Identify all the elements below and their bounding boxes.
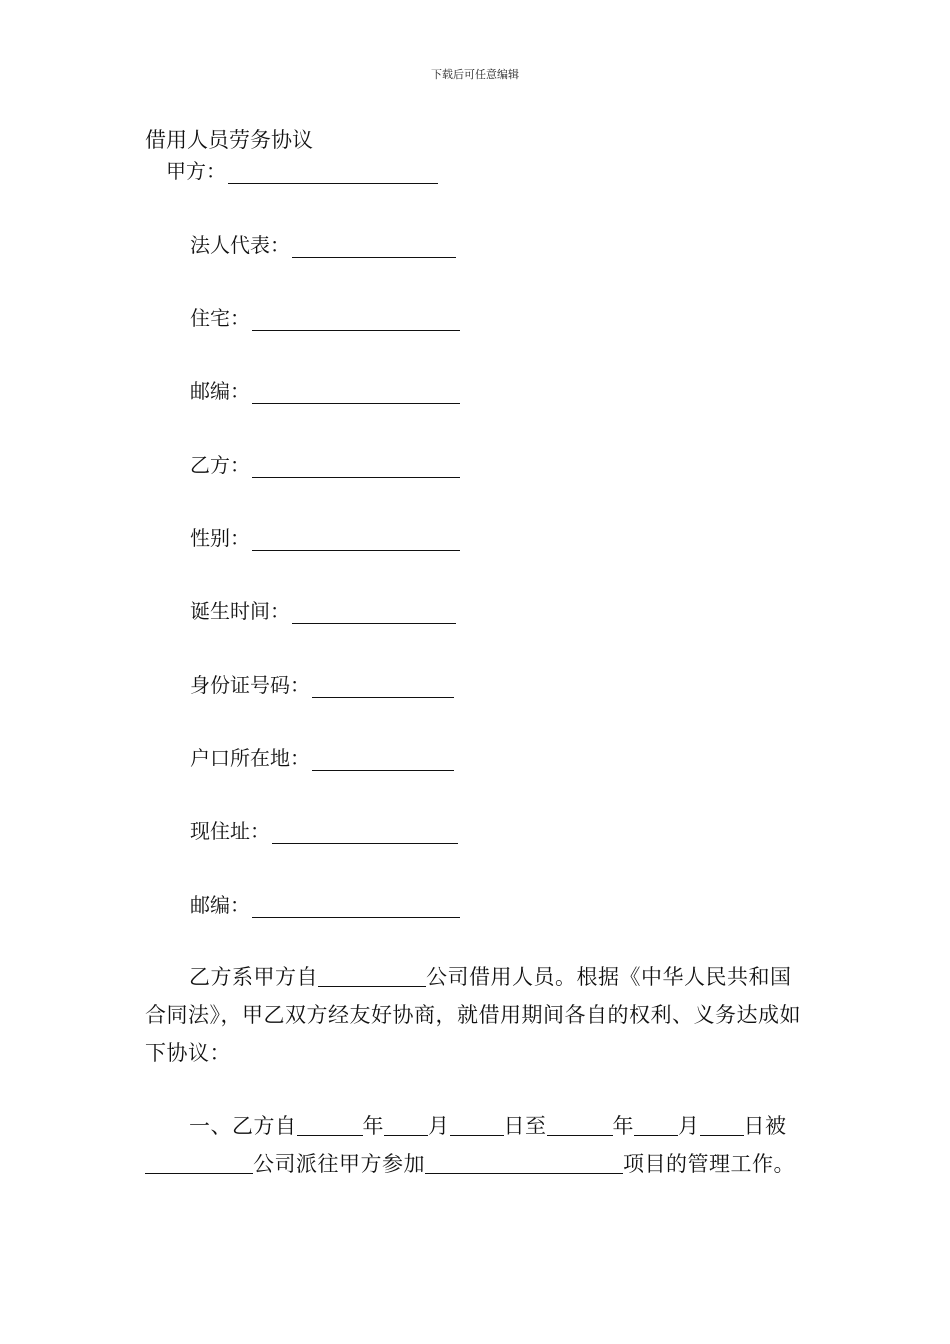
end-day-blank	[700, 1111, 744, 1136]
residence-blank	[252, 308, 460, 331]
hukou-blank	[312, 748, 454, 771]
end-year-label: 年	[612, 1114, 634, 1138]
gender-label: 性别：	[190, 526, 250, 550]
legal-rep-field	[190, 232, 456, 258]
intro-company-blank	[318, 962, 426, 987]
id-number-label: 身份证号码：	[190, 673, 310, 697]
intro-text-2: 公司借用人员。根据《中华人民共和国合同法》，甲乙双方经友好协商，就借用期间各自的权利、义务达成如下协议：	[145, 965, 801, 1065]
postcode-a-field	[190, 378, 460, 404]
residence-field	[190, 305, 460, 331]
project-name-blank	[425, 1149, 623, 1174]
clause-1-paragraph	[145, 1107, 807, 1183]
birth-blank	[292, 601, 456, 624]
document-title: 借用人员劳务协议	[145, 128, 313, 152]
gender-field	[190, 525, 460, 551]
postcode-a-blank	[252, 381, 460, 404]
postcode-a-label: 邮编：	[190, 379, 250, 403]
legal-rep-blank	[292, 235, 456, 258]
intro-text-1: 乙方系甲方自	[189, 965, 318, 989]
id-number-blank	[312, 675, 454, 698]
party-a-blank	[228, 161, 438, 184]
address-field	[190, 818, 458, 844]
birth-field	[190, 598, 456, 624]
end-month-label: 月	[678, 1114, 700, 1138]
address-blank	[272, 821, 458, 844]
party-b-field	[190, 452, 460, 478]
clause-1-text-1: 一、乙方自	[189, 1114, 297, 1138]
gender-blank	[252, 528, 460, 551]
residence-label: 住宅：	[190, 306, 250, 330]
party-b-label: 乙方：	[190, 453, 250, 477]
header-note: 下载后可任意编辑	[431, 68, 519, 81]
postcode-b-blank	[252, 895, 460, 918]
legal-rep-label: 法人代表：	[190, 233, 290, 257]
hukou-field	[190, 745, 454, 771]
start-year-label: 年	[362, 1114, 384, 1138]
start-day-label: 日至	[503, 1114, 547, 1138]
party-b-blank	[252, 455, 460, 478]
address-label: 现住址：	[190, 819, 270, 843]
end-day-label: 日被	[743, 1114, 787, 1138]
party-a-field	[166, 158, 438, 184]
id-number-field	[190, 672, 454, 698]
postcode-b-label: 邮编：	[190, 893, 250, 917]
start-year-blank	[297, 1111, 363, 1136]
postcode-b-field	[190, 892, 460, 918]
start-month-blank	[384, 1111, 428, 1136]
clause-1-text-3: 项目的管理工作。	[623, 1152, 795, 1176]
start-day-blank	[450, 1111, 504, 1136]
end-year-blank	[547, 1111, 613, 1136]
clause-1-text-2: 公司派往甲方参加	[253, 1152, 425, 1176]
intro-paragraph	[145, 958, 807, 1072]
dispatch-company-blank	[145, 1149, 253, 1174]
party-a-label: 甲方：	[166, 159, 226, 183]
end-month-blank	[634, 1111, 678, 1136]
birth-label: 诞生时间：	[190, 599, 290, 623]
start-month-label: 月	[428, 1114, 450, 1138]
hukou-label: 户口所在地：	[190, 746, 310, 770]
